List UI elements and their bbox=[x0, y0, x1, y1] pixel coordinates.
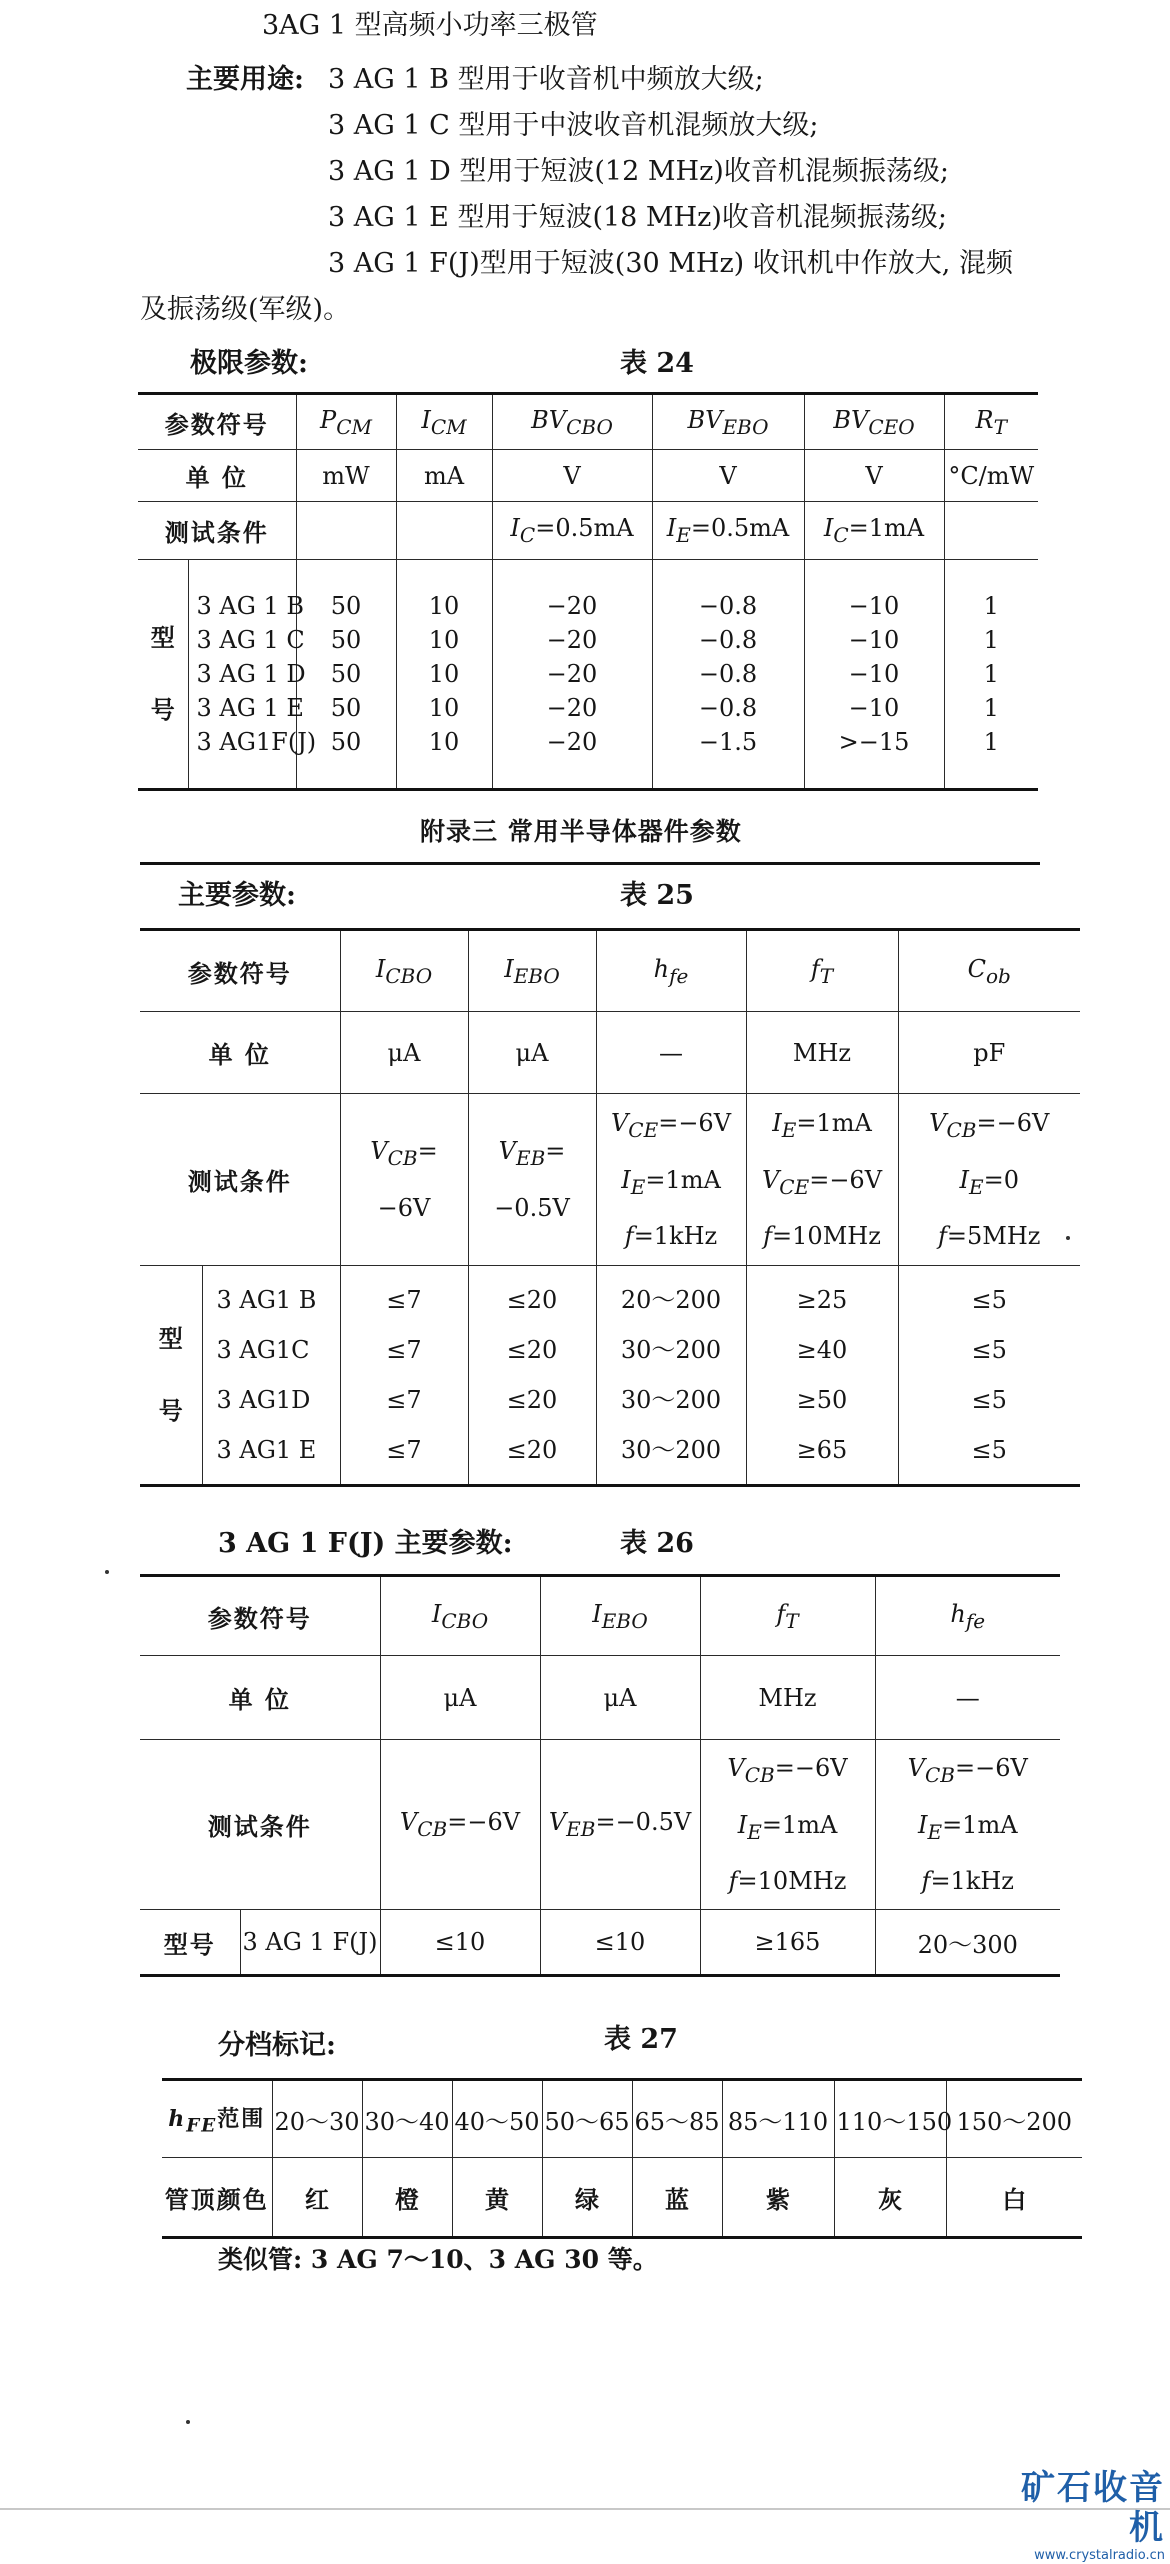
t25-cond-icbo bbox=[340, 1094, 468, 1266]
similar-tubes-note: 类似管: 3 AG 7～10、3 AG 30 等。 bbox=[218, 2245, 658, 2274]
t26-cond-ft-line2 bbox=[703, 1800, 873, 1857]
t25-c-sub: CE bbox=[779, 1174, 810, 1199]
t25-c-sub: CB bbox=[387, 1145, 418, 1170]
t25-cell: ≤5 bbox=[971, 1436, 1007, 1464]
t27-color: 紫 bbox=[722, 2158, 834, 2238]
t25-unit-hfe: — bbox=[596, 1012, 746, 1094]
t25-cond-cob-line3 bbox=[901, 1211, 1079, 1261]
t26-c-sym: V bbox=[907, 1753, 925, 1782]
t24-cond1-sub: C bbox=[519, 522, 536, 547]
t25-cond-iebo bbox=[468, 1094, 596, 1266]
t26-c-sub: CB bbox=[925, 1762, 955, 1787]
t25-c-sub: CE bbox=[628, 1117, 659, 1142]
t25-cond-cob-line1 bbox=[901, 1098, 1079, 1155]
t26-c-sub: CB bbox=[417, 1816, 448, 1841]
t25-cond-iebo-line2: −0.5V bbox=[494, 1193, 570, 1222]
t26-c-sym: V bbox=[548, 1808, 567, 1837]
t24-icm-sym: I bbox=[421, 405, 431, 434]
t25-cob-sub: ob bbox=[986, 963, 1011, 988]
t26-c-sym: f bbox=[728, 1867, 738, 1896]
t26-unit-label: 单 位 bbox=[140, 1656, 380, 1740]
t24-bvcbo-sub: CBO bbox=[566, 414, 613, 439]
t26-c-sym: I bbox=[917, 1810, 928, 1839]
t25-cell: ≤7 bbox=[386, 1336, 422, 1364]
t27-color: 灰 bbox=[834, 2158, 946, 2238]
t24-cell: 10 bbox=[428, 626, 460, 654]
t25-cell: ≤20 bbox=[506, 1336, 558, 1364]
t24-unit-rt: °C/mW bbox=[944, 450, 1038, 502]
t26-cond-hfe-line2 bbox=[878, 1800, 1059, 1857]
t25-cond-label: 测试条件 bbox=[140, 1094, 340, 1266]
t27-color: 绿 bbox=[542, 2158, 632, 2238]
t25-c-val: =0 bbox=[983, 1165, 1019, 1194]
t26-c-val: =10MHz bbox=[737, 1867, 847, 1896]
t25-c-sym: V bbox=[929, 1108, 947, 1137]
t25-model: 3 AG1D bbox=[216, 1386, 311, 1414]
t26-ft-value: ≥165 bbox=[700, 1910, 875, 1976]
t24-cell: −0.8 bbox=[698, 660, 758, 688]
t25-header-symbol: 参数符号 bbox=[140, 930, 340, 1012]
t24-cell: 10 bbox=[428, 660, 460, 688]
t24-cond1-val: =0.5mA bbox=[535, 514, 634, 543]
t24-model: 3 AG 1 D bbox=[196, 660, 306, 688]
t24-models bbox=[188, 560, 317, 790]
t24-bvcbo-values bbox=[492, 560, 652, 790]
t24-cell: −10 bbox=[848, 592, 900, 620]
t27-range-label bbox=[162, 2080, 272, 2158]
t24-header-symbol: 参数符号 bbox=[138, 394, 296, 450]
t26-header-icbo bbox=[380, 1576, 540, 1656]
table-25 bbox=[140, 928, 1080, 1487]
t25-hfe-sym: h bbox=[653, 954, 670, 983]
t26-c-sub: CB bbox=[744, 1762, 775, 1787]
use-line-5: 3 AG 1 F(J)型用于短波(30 MHz) 收讯机中作放大, 混频 bbox=[328, 248, 1013, 279]
t26-iebo-sym: I bbox=[592, 1599, 602, 1628]
t24-cell: 10 bbox=[428, 592, 460, 620]
t25-cell: 20～200 bbox=[620, 1286, 722, 1314]
t24-header-icm bbox=[396, 394, 492, 450]
t25-cond-ft bbox=[746, 1094, 898, 1266]
t25-iebo-sub: EBO bbox=[513, 963, 560, 988]
t24-unit-bvcbo: V bbox=[492, 450, 652, 502]
t24-cell: 50 bbox=[330, 660, 362, 688]
t27-color: 白 bbox=[946, 2158, 1082, 2238]
t26-header-hfe bbox=[875, 1576, 1060, 1656]
t25-c-sym: f bbox=[763, 1222, 773, 1251]
t25-cell: ≤20 bbox=[506, 1286, 558, 1314]
t25-cell: ≤5 bbox=[971, 1386, 1007, 1414]
t25-unit-iebo: μA bbox=[468, 1012, 596, 1094]
t25-cell: ≥40 bbox=[796, 1336, 848, 1364]
t24-cell: −10 bbox=[848, 694, 900, 722]
t25-icbo-sub: CBO bbox=[385, 963, 433, 988]
t24-cell: 50 bbox=[330, 694, 362, 722]
t24-model: 3 AG1F(J) bbox=[196, 728, 317, 756]
t24-cell: −20 bbox=[546, 592, 598, 620]
t26-header-iebo bbox=[540, 1576, 700, 1656]
t25-cond-hfe-line2 bbox=[599, 1155, 744, 1212]
t24-bvebo-sym: BV bbox=[687, 405, 723, 434]
t24-cond-bvcbo bbox=[492, 502, 652, 560]
t26-c-val: =−6V bbox=[447, 1808, 521, 1837]
t24-cell: −10 bbox=[848, 626, 900, 654]
t25-cell: ≤20 bbox=[506, 1386, 558, 1414]
t24-cell: 50 bbox=[330, 592, 362, 620]
t25-c-eq: = bbox=[545, 1137, 566, 1166]
t24-cell: 50 bbox=[330, 728, 362, 756]
t26-ft-sub: T bbox=[785, 1608, 799, 1633]
t27-hfe-sym: h bbox=[168, 2105, 187, 2132]
t24-cond-bvebo bbox=[652, 502, 804, 560]
t24-unit-label: 单 位 bbox=[138, 450, 296, 502]
use-line-4: 3 AG 1 E 型用于短波(18 MHz)收音机混频振荡级; bbox=[328, 202, 947, 233]
t24-cond-pcm bbox=[296, 502, 396, 560]
t24-bvcbo-sym: BV bbox=[531, 405, 567, 434]
appendix-rule bbox=[140, 862, 1040, 865]
t24-model: 3 AG 1 B bbox=[196, 592, 305, 620]
t27-color: 橙 bbox=[362, 2158, 452, 2238]
t25-c-sym: I bbox=[959, 1165, 969, 1194]
t24-cell: −20 bbox=[546, 660, 598, 688]
t25-hfe-sub: fe bbox=[669, 963, 689, 988]
t25-c-sym: f bbox=[938, 1222, 947, 1251]
use-line-2: 3 AG 1 C 型用于中波收音机混频放大级; bbox=[328, 110, 819, 141]
t27-range-text: 范围 bbox=[217, 2105, 266, 2132]
t25-c-sub: E bbox=[630, 1174, 646, 1199]
t24-cond3-sym: I bbox=[823, 514, 834, 543]
use-line-1: 3 AG 1 B 型用于收音机中频放大级; bbox=[328, 64, 764, 95]
t26-unit-iebo: μA bbox=[540, 1656, 700, 1740]
t25-cell: ≥65 bbox=[796, 1436, 848, 1464]
t25-model: 3 AG1 B bbox=[216, 1286, 317, 1314]
table-26 bbox=[140, 1574, 1060, 1977]
t24-cond-rt bbox=[944, 502, 1038, 560]
t26-iebo-value: ≤10 bbox=[540, 1910, 700, 1976]
t24-cell: −0.8 bbox=[698, 626, 758, 654]
t26-cond-iebo bbox=[540, 1740, 700, 1910]
table24-caption-left: 极限参数: bbox=[190, 348, 308, 379]
t25-c-val: =5MHz bbox=[946, 1222, 1041, 1251]
t25-cond-icbo-line1 bbox=[343, 1126, 466, 1183]
t25-c-val: =10MHz bbox=[772, 1222, 881, 1251]
t27-range: 150～200 bbox=[946, 2080, 1082, 2158]
t25-header-icbo bbox=[340, 930, 468, 1012]
t26-c-val: =−0.5V bbox=[595, 1808, 692, 1837]
page-title: 3AG 1 型高频小功率三极管 bbox=[262, 10, 598, 41]
use-line-3: 3 AG 1 D 型用于短波(12 MHz)收音机混频振荡级; bbox=[328, 156, 949, 187]
t26-header-ft bbox=[700, 1576, 875, 1656]
t24-rt-values bbox=[944, 560, 1038, 790]
t25-c-sym: I bbox=[772, 1108, 782, 1137]
t25-c-sym: f bbox=[624, 1222, 634, 1251]
t25-header-cob bbox=[898, 930, 1080, 1012]
table25-caption-right: 表 25 bbox=[620, 880, 694, 911]
table26-caption-left: 3 AG 1 F(J) 主要参数: bbox=[218, 1528, 513, 1559]
t25-cell: 30～200 bbox=[620, 1386, 722, 1414]
t25-c-sub: EB bbox=[515, 1145, 546, 1170]
t24-cell: 1 bbox=[983, 626, 999, 654]
t25-c-sub: E bbox=[781, 1117, 797, 1142]
t27-color: 蓝 bbox=[632, 2158, 722, 2238]
t26-cond-hfe-line3 bbox=[878, 1856, 1059, 1906]
t26-type-label: 型号 bbox=[140, 1910, 240, 1976]
t25-cell: 30～200 bbox=[620, 1436, 722, 1464]
t25-cell: ≤7 bbox=[386, 1286, 422, 1314]
t25-header-hfe bbox=[596, 930, 746, 1012]
t24-unit-bvceo: V bbox=[804, 450, 944, 502]
t24-cell: −0.8 bbox=[698, 592, 758, 620]
t27-range: 50～65 bbox=[542, 2080, 632, 2158]
table26-caption-right: 表 26 bbox=[620, 1528, 694, 1559]
t25-unit-label: 单 位 bbox=[140, 1012, 340, 1094]
t25-cond-ft-line3 bbox=[749, 1211, 896, 1261]
t25-cond-ft-line2 bbox=[749, 1155, 896, 1212]
t25-header-ft bbox=[746, 930, 898, 1012]
t26-unit-icbo: μA bbox=[380, 1656, 540, 1740]
t24-cell: −1.5 bbox=[698, 728, 758, 756]
t24-bvceo-sub: CEO bbox=[868, 414, 915, 439]
t25-cell: 30～200 bbox=[620, 1336, 722, 1364]
t26-cond-ft bbox=[700, 1740, 875, 1910]
t24-bvceo-values bbox=[804, 560, 944, 790]
watermark-url: www.crystalradio.cn bbox=[1034, 2548, 1165, 2563]
t26-icbo-value: ≤10 bbox=[380, 1910, 540, 1976]
main-use-label: 主要用途: bbox=[186, 64, 304, 95]
t24-type-char-1: 型 bbox=[150, 623, 175, 652]
t27-color: 红 bbox=[272, 2158, 362, 2238]
t24-cell: >−15 bbox=[838, 728, 910, 756]
t25-unit-cob: pF bbox=[898, 1012, 1080, 1094]
t25-c-val: =−6V bbox=[976, 1108, 1050, 1137]
t25-cond-hfe-line1 bbox=[599, 1098, 744, 1155]
t26-icbo-sub: CBO bbox=[441, 1608, 489, 1633]
t25-ft-sub: T bbox=[819, 963, 834, 988]
t24-icm-sub: CM bbox=[430, 414, 467, 439]
site-watermark-logo bbox=[995, 2468, 1165, 2563]
t24-type-label bbox=[138, 560, 188, 790]
t24-cond1-sym: I bbox=[510, 514, 520, 543]
t25-cob-sym: C bbox=[967, 954, 987, 983]
t25-cond-hfe-line3 bbox=[599, 1211, 744, 1261]
t24-cell: 10 bbox=[428, 694, 460, 722]
t25-header-iebo bbox=[468, 930, 596, 1012]
scan-speck bbox=[105, 1570, 109, 1574]
t24-header-bvcbo bbox=[492, 394, 652, 450]
t25-c-sub: E bbox=[968, 1174, 984, 1199]
t26-c-val: =1mA bbox=[942, 1810, 1018, 1839]
t24-header-bvebo bbox=[652, 394, 804, 450]
t25-model: 3 AG1C bbox=[216, 1336, 310, 1364]
appendix-title: 附录三 常用半导体器件参数 bbox=[420, 817, 742, 846]
t25-unit-ft: MHz bbox=[746, 1012, 898, 1094]
t25-ft-sym: f bbox=[810, 954, 820, 983]
t24-cond2-val: =0.5mA bbox=[690, 514, 790, 543]
t26-cond-icbo bbox=[380, 1740, 540, 1910]
table-24 bbox=[138, 392, 1038, 791]
t25-cell: ≤7 bbox=[386, 1386, 422, 1414]
t24-cell: −20 bbox=[546, 694, 598, 722]
t24-bvebo-values bbox=[652, 560, 804, 790]
t26-c-sym: V bbox=[727, 1753, 745, 1782]
t25-model: 3 AG1 E bbox=[216, 1436, 317, 1464]
t24-bvebo-sub: EBO bbox=[722, 414, 769, 439]
table24-caption-right: 表 24 bbox=[620, 348, 694, 379]
t24-type-char-2: 号 bbox=[150, 695, 175, 724]
t26-cond-hfe-line1 bbox=[878, 1743, 1059, 1800]
t27-range: 20～30 bbox=[272, 2080, 362, 2158]
t26-unit-hfe: — bbox=[875, 1656, 1060, 1740]
t24-model: 3 AG 1 E bbox=[196, 694, 304, 722]
use-line-6: 及振荡级(军级)。 bbox=[140, 294, 351, 325]
t25-type-char-2: 号 bbox=[158, 1396, 183, 1425]
t26-model: 3 AG 1 F(J) bbox=[240, 1910, 380, 1976]
scan-speck bbox=[186, 2420, 190, 2424]
t26-c-sym: f bbox=[921, 1867, 931, 1896]
t26-cond-label: 测试条件 bbox=[140, 1740, 380, 1910]
t25-iebo-values bbox=[468, 1266, 596, 1486]
t26-c-sub: E bbox=[747, 1819, 762, 1844]
t24-pcm-sym: P bbox=[320, 405, 337, 434]
t26-c-val: =−6V bbox=[774, 1753, 848, 1782]
t25-cond-icbo-line2: −6V bbox=[377, 1193, 431, 1222]
t24-unit-icm: mA bbox=[396, 450, 492, 502]
t25-c-sym: V bbox=[761, 1165, 780, 1194]
t26-c-sym: V bbox=[399, 1808, 418, 1837]
t25-c-sym: V bbox=[498, 1137, 516, 1166]
t24-cell: 1 bbox=[983, 728, 999, 756]
table25-caption-left: 主要参数: bbox=[178, 880, 296, 911]
table27-caption-right: 表 27 bbox=[604, 2024, 678, 2055]
t24-cond2-sym: I bbox=[666, 514, 677, 543]
t24-unit-bvebo: V bbox=[652, 450, 804, 502]
t25-c-val: =1kHz bbox=[633, 1222, 718, 1251]
t25-c-sym: V bbox=[370, 1137, 388, 1166]
t25-hfe-values bbox=[596, 1266, 746, 1486]
t27-color: 黄 bbox=[452, 2158, 542, 2238]
t25-models bbox=[202, 1266, 340, 1486]
t24-cell: 10 bbox=[428, 728, 460, 756]
t25-c-sym: V bbox=[610, 1108, 629, 1137]
t27-range: 110～150 bbox=[834, 2080, 946, 2158]
t25-cell: ≤20 bbox=[506, 1436, 558, 1464]
t25-cond-iebo-line1 bbox=[471, 1126, 594, 1183]
t24-cond2-sub: E bbox=[676, 522, 691, 547]
t25-ft-values bbox=[746, 1266, 898, 1486]
t25-cond-hfe bbox=[596, 1094, 746, 1266]
t24-cond-label: 测试条件 bbox=[138, 502, 296, 560]
t27-range: 30～40 bbox=[362, 2080, 452, 2158]
t24-unit-pcm: mW bbox=[296, 450, 396, 502]
t26-hfe-sub: fe bbox=[965, 1608, 986, 1633]
t25-icbo-sym: I bbox=[375, 954, 386, 983]
t25-cell: ≤5 bbox=[971, 1336, 1007, 1364]
t25-c-sub: CB bbox=[946, 1117, 977, 1142]
t25-type-char-1: 型 bbox=[158, 1324, 183, 1353]
t27-range: 40～50 bbox=[452, 2080, 542, 2158]
t26-c-val: =−6V bbox=[955, 1753, 1028, 1782]
t24-rt-sub: T bbox=[993, 414, 1007, 439]
t24-cell: 1 bbox=[983, 660, 999, 688]
t26-cond-hfe bbox=[875, 1740, 1060, 1910]
t24-header-rt bbox=[944, 394, 1038, 450]
t27-color-label: 管顶颜色 bbox=[162, 2158, 272, 2238]
t25-unit-icbo: μA bbox=[340, 1012, 468, 1094]
t25-cell: ≤7 bbox=[386, 1436, 422, 1464]
t25-cond-cob bbox=[898, 1094, 1080, 1266]
t24-cell: 1 bbox=[983, 694, 999, 722]
t26-c-sym: I bbox=[737, 1810, 748, 1839]
t26-ft-sym: f bbox=[776, 1599, 786, 1628]
t26-c-val: =1kHz bbox=[930, 1867, 1014, 1896]
t25-cell: ≥50 bbox=[796, 1386, 848, 1414]
t25-icbo-values bbox=[340, 1266, 468, 1486]
watermark-name: 矿石收音机 bbox=[1021, 2468, 1165, 2548]
t24-pcm-sub: CM bbox=[336, 414, 372, 439]
t24-cond3-sub: C bbox=[833, 522, 849, 547]
t24-icm-values bbox=[396, 560, 492, 790]
t26-hfe-sym: h bbox=[950, 1599, 966, 1628]
t24-model: 3 AG 1 C bbox=[196, 626, 305, 654]
t26-cond-ft-line1 bbox=[703, 1743, 873, 1800]
table27-caption-left: 分档标记: bbox=[218, 2030, 336, 2061]
t26-header-symbol: 参数符号 bbox=[140, 1576, 380, 1656]
t24-cell: −10 bbox=[848, 660, 900, 688]
t26-icbo-sym: I bbox=[431, 1599, 442, 1628]
t24-rt-sym: R bbox=[975, 405, 994, 434]
scan-speck bbox=[1066, 1236, 1070, 1240]
t25-cell: ≥25 bbox=[796, 1286, 848, 1314]
t26-unit-ft: MHz bbox=[700, 1656, 875, 1740]
t25-type-label bbox=[140, 1266, 202, 1486]
t24-header-bvceo bbox=[804, 394, 944, 450]
t24-cond-icm bbox=[396, 502, 492, 560]
t27-hfe-sub: FE bbox=[186, 2115, 218, 2137]
t25-c-val: =1mA bbox=[645, 1165, 721, 1194]
t26-hfe-value: 20～300 bbox=[875, 1910, 1060, 1976]
t25-cob-values bbox=[898, 1266, 1080, 1486]
t25-cond-cob-line2 bbox=[901, 1155, 1079, 1212]
t26-c-sub: EB bbox=[566, 1816, 596, 1841]
t25-c-eq: = bbox=[417, 1137, 438, 1166]
t24-header-pcm bbox=[296, 394, 396, 450]
t26-c-val: =1mA bbox=[761, 1810, 838, 1839]
t24-cell: −20 bbox=[546, 626, 598, 654]
t25-c-val: =−6V bbox=[809, 1165, 883, 1194]
t26-cond-ft-line3 bbox=[703, 1856, 873, 1906]
t24-cell: 50 bbox=[330, 626, 362, 654]
t25-c-sym: I bbox=[621, 1165, 631, 1194]
t27-range: 65～85 bbox=[632, 2080, 722, 2158]
t25-cell: ≤5 bbox=[971, 1286, 1007, 1314]
t26-c-sub: E bbox=[927, 1819, 943, 1844]
t25-c-val: =−6V bbox=[658, 1108, 732, 1137]
t27-range: 85～110 bbox=[722, 2080, 834, 2158]
t24-cell: 1 bbox=[983, 592, 999, 620]
t24-bvceo-sym: BV bbox=[833, 405, 869, 434]
t24-cell: −0.8 bbox=[698, 694, 758, 722]
t25-iebo-sym: I bbox=[504, 954, 514, 983]
t24-cell: −20 bbox=[546, 728, 598, 756]
t24-cond3-val: =1mA bbox=[848, 514, 925, 543]
t25-cond-ft-line1 bbox=[749, 1098, 896, 1155]
t25-c-val: =1mA bbox=[796, 1108, 872, 1137]
t26-iebo-sub: EBO bbox=[601, 1608, 648, 1633]
table-27 bbox=[162, 2078, 1082, 2239]
t24-cond-bvceo bbox=[804, 502, 944, 560]
